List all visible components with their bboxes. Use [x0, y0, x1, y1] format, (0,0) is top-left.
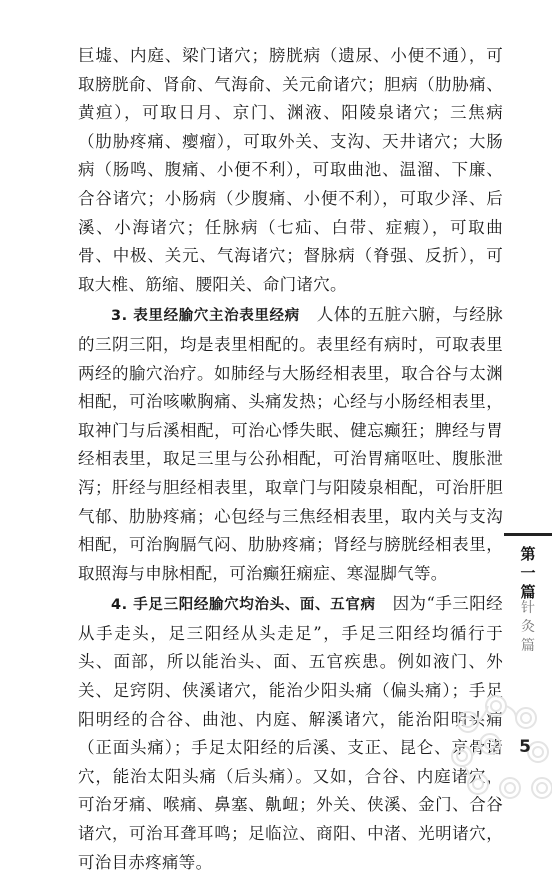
page-number: 5	[519, 737, 531, 757]
side-tab-rule	[504, 533, 552, 536]
page-body	[78, 42, 503, 877]
side-tab-name-char: 针	[521, 600, 535, 616]
section-4-text: 因为“手三阳经从手走头，足三阳经从头走足”，手足三阳经均循行于头、面部，所以能治头、面、五官疾患。例如液门、外关、足窍阴、侠溪诸穴，能治少阳头痛（偏头痛）；手足阳明经的合谷、曲池、内庭、解溪诸穴，能治阳明头痛（正面头痛）；手足太阳经的后溪、支正、昆仑、京骨诸穴，能治太阳头痛（后头痛）。又如，合谷、内庭诸穴，可治牙痛、喉痛、鼻塞、鼽衄；外关、侠溪、金门、合谷诸穴，可治耳聋耳鸣；足临泣、商阳、中渚、光明诸穴，可治目赤疼痛等。	[78, 594, 503, 872]
side-tab-name-char: 篇	[521, 638, 535, 654]
section-3-text: 人体的五脏六腑，与经脉的三阴三阳，均是表里相配的。表里经有病时，可取表里两经的腧穴治疗。如肺经与大肠经相表里，取合谷与太渊相配，可治咳嗽胸痛、头痛发热；心经与小肠经相表里，取神门与后溪相配，可治心悸失眠、健忘癫狂；脾经与胃经相表里，取足三里与公孙相配，可治胃痛呕吐、腹胀泄泻；肝经与胆经相表里，取章门与阳陵泉相配，可治肝胆气郁、肋胁疼痛；心包经与三焦经相表里，取内关与支沟相配，可治胸膈气闷、肋胁疼痛；肾经与膀胱经相表里，取照海与申脉相配，可治癫狂痫症、寒湿脚气等。	[78, 305, 503, 583]
section-3-heading: 3. 表里经腧穴主治表里经病	[111, 308, 300, 325]
section-4	[78, 590, 503, 877]
chapter-side-tab	[504, 533, 552, 666]
side-tab-part-char: 一	[520, 564, 536, 582]
section-4-heading: 4. 手足三阳经腧穴均治头、面、五官病	[111, 597, 376, 614]
side-tab-name-char: 灸	[521, 619, 535, 635]
side-tab-part-char: 第	[520, 545, 536, 563]
side-tab-part-char: 篇	[520, 583, 536, 601]
side-tab-part	[504, 545, 552, 602]
side-tab-name	[504, 599, 552, 656]
paragraph-1: 巨墟、内庭、梁门诸穴；膀胱病（遗尿、小便不通），可取膀胱俞、肾俞、气海俞、关元俞诸穴；胆病（肋胁痛、黄疸），可取日月、京门、渊液、阳陵泉诸穴；三焦病（肋胁疼痛、瘿瘤），可取外关、支沟、天井诸穴；大肠病（肠鸣、腹痛、小便不利），可取曲池、温溜、下廉、合谷诸穴；小肠病（少腹痛、小便不利），可取少泽、后溪、小海诸穴；任脉病（七疝、白带、症瘕），可取曲骨、中极、关元、气海诸穴；督脉病（脊强、反折），可取大椎、筋缩、腰阳关、命门诸穴。	[78, 46, 503, 294]
section-3	[78, 301, 503, 588]
